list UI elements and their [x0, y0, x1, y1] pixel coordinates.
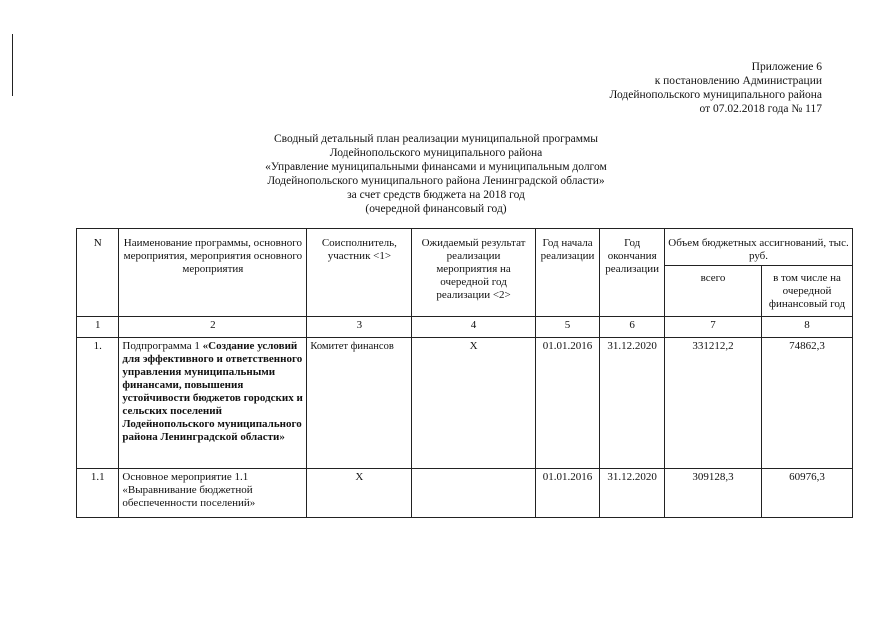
appendix-district: Лодейнопольского муниципального района: [609, 89, 822, 101]
row-number: 1.: [77, 338, 119, 469]
column-number: 3: [307, 317, 412, 338]
row-expected-result: Х: [412, 338, 535, 469]
row-start-date: 01.01.2016: [535, 338, 600, 469]
column-numbers-row: [77, 317, 853, 338]
title-line-3: «Управление муниципальными финансами и муниципальным долгом: [265, 161, 607, 173]
appendix-block: [609, 60, 822, 116]
row-current-year: 74862,3: [761, 338, 852, 469]
table-row: [77, 469, 853, 518]
row-expected-result: [412, 469, 535, 518]
row-coexecutor: Комитет финансов: [307, 338, 412, 469]
row-number: 1.1: [77, 469, 119, 518]
header-end-year: Год окончания реализации: [600, 229, 665, 317]
header-n: N: [77, 229, 119, 317]
header-budget: Объем бюджетных ассигнований, тыс. руб.: [665, 229, 853, 266]
header-total: всего: [665, 266, 762, 317]
table-row: [77, 338, 853, 469]
row-start-date: 01.01.2016: [535, 469, 600, 518]
row-end-date: 31.12.2020: [600, 469, 665, 518]
header-current-year: в том числе на очередной финансовый год: [761, 266, 852, 317]
title-line-4: Лодейнопольского муниципального района Ленинградской области»: [267, 175, 605, 187]
appendix-date-number: от 07.02.2018 года № 117: [699, 103, 822, 115]
row-name-bold: «Создание условий для эффективного и ответственного управления муниципальными финансами, повышения устойчивости бюджетов городских и сельских поселений Лодейнопольского муниципального района Ленинградской области»: [122, 340, 303, 443]
appendix-number: Приложение 6: [751, 61, 822, 73]
document-title: [226, 132, 646, 216]
row-name-prefix: Подпрограмма 1: [122, 340, 203, 352]
column-number: 5: [535, 317, 600, 338]
scan-margin-line: [12, 34, 13, 96]
row-total: 331212,2: [665, 338, 762, 469]
column-number: 4: [412, 317, 535, 338]
title-line-1: Сводный детальный план реализации муниципальной программы: [274, 133, 598, 145]
header-name: Наименование программы, основного мероприятия, мероприятия основного мероприятия: [119, 229, 307, 317]
header-expected-result: Ожидаемый результат реализации мероприятия на очередной год реализации <2>: [412, 229, 535, 317]
column-number: 1: [77, 317, 119, 338]
row-current-year: 60976,3: [761, 469, 852, 518]
plan-table: [76, 228, 853, 518]
header-start-year: Год начала реализации: [535, 229, 600, 317]
header-coexecutor: Соисполнитель, участник <1>: [307, 229, 412, 317]
table-header-row: [77, 229, 853, 266]
appendix-resolution: к постановлению Администрации: [654, 75, 822, 87]
row-name: Основное мероприятие 1.1 «Выравнивание бюджетной обеспеченности поселений»: [119, 469, 307, 518]
column-number: 2: [119, 317, 307, 338]
row-name: [119, 338, 307, 469]
title-line-2: Лодейнопольского муниципального района: [329, 147, 543, 159]
row-total: 309128,3: [665, 469, 762, 518]
title-line-6: (очередной финансовый год): [365, 203, 507, 215]
title-line-5: за счет средств бюджета на 2018 год: [347, 189, 525, 201]
column-number: 7: [665, 317, 762, 338]
row-coexecutor: Х: [307, 469, 412, 518]
column-number: 6: [600, 317, 665, 338]
row-end-date: 31.12.2020: [600, 338, 665, 469]
column-number: 8: [761, 317, 852, 338]
